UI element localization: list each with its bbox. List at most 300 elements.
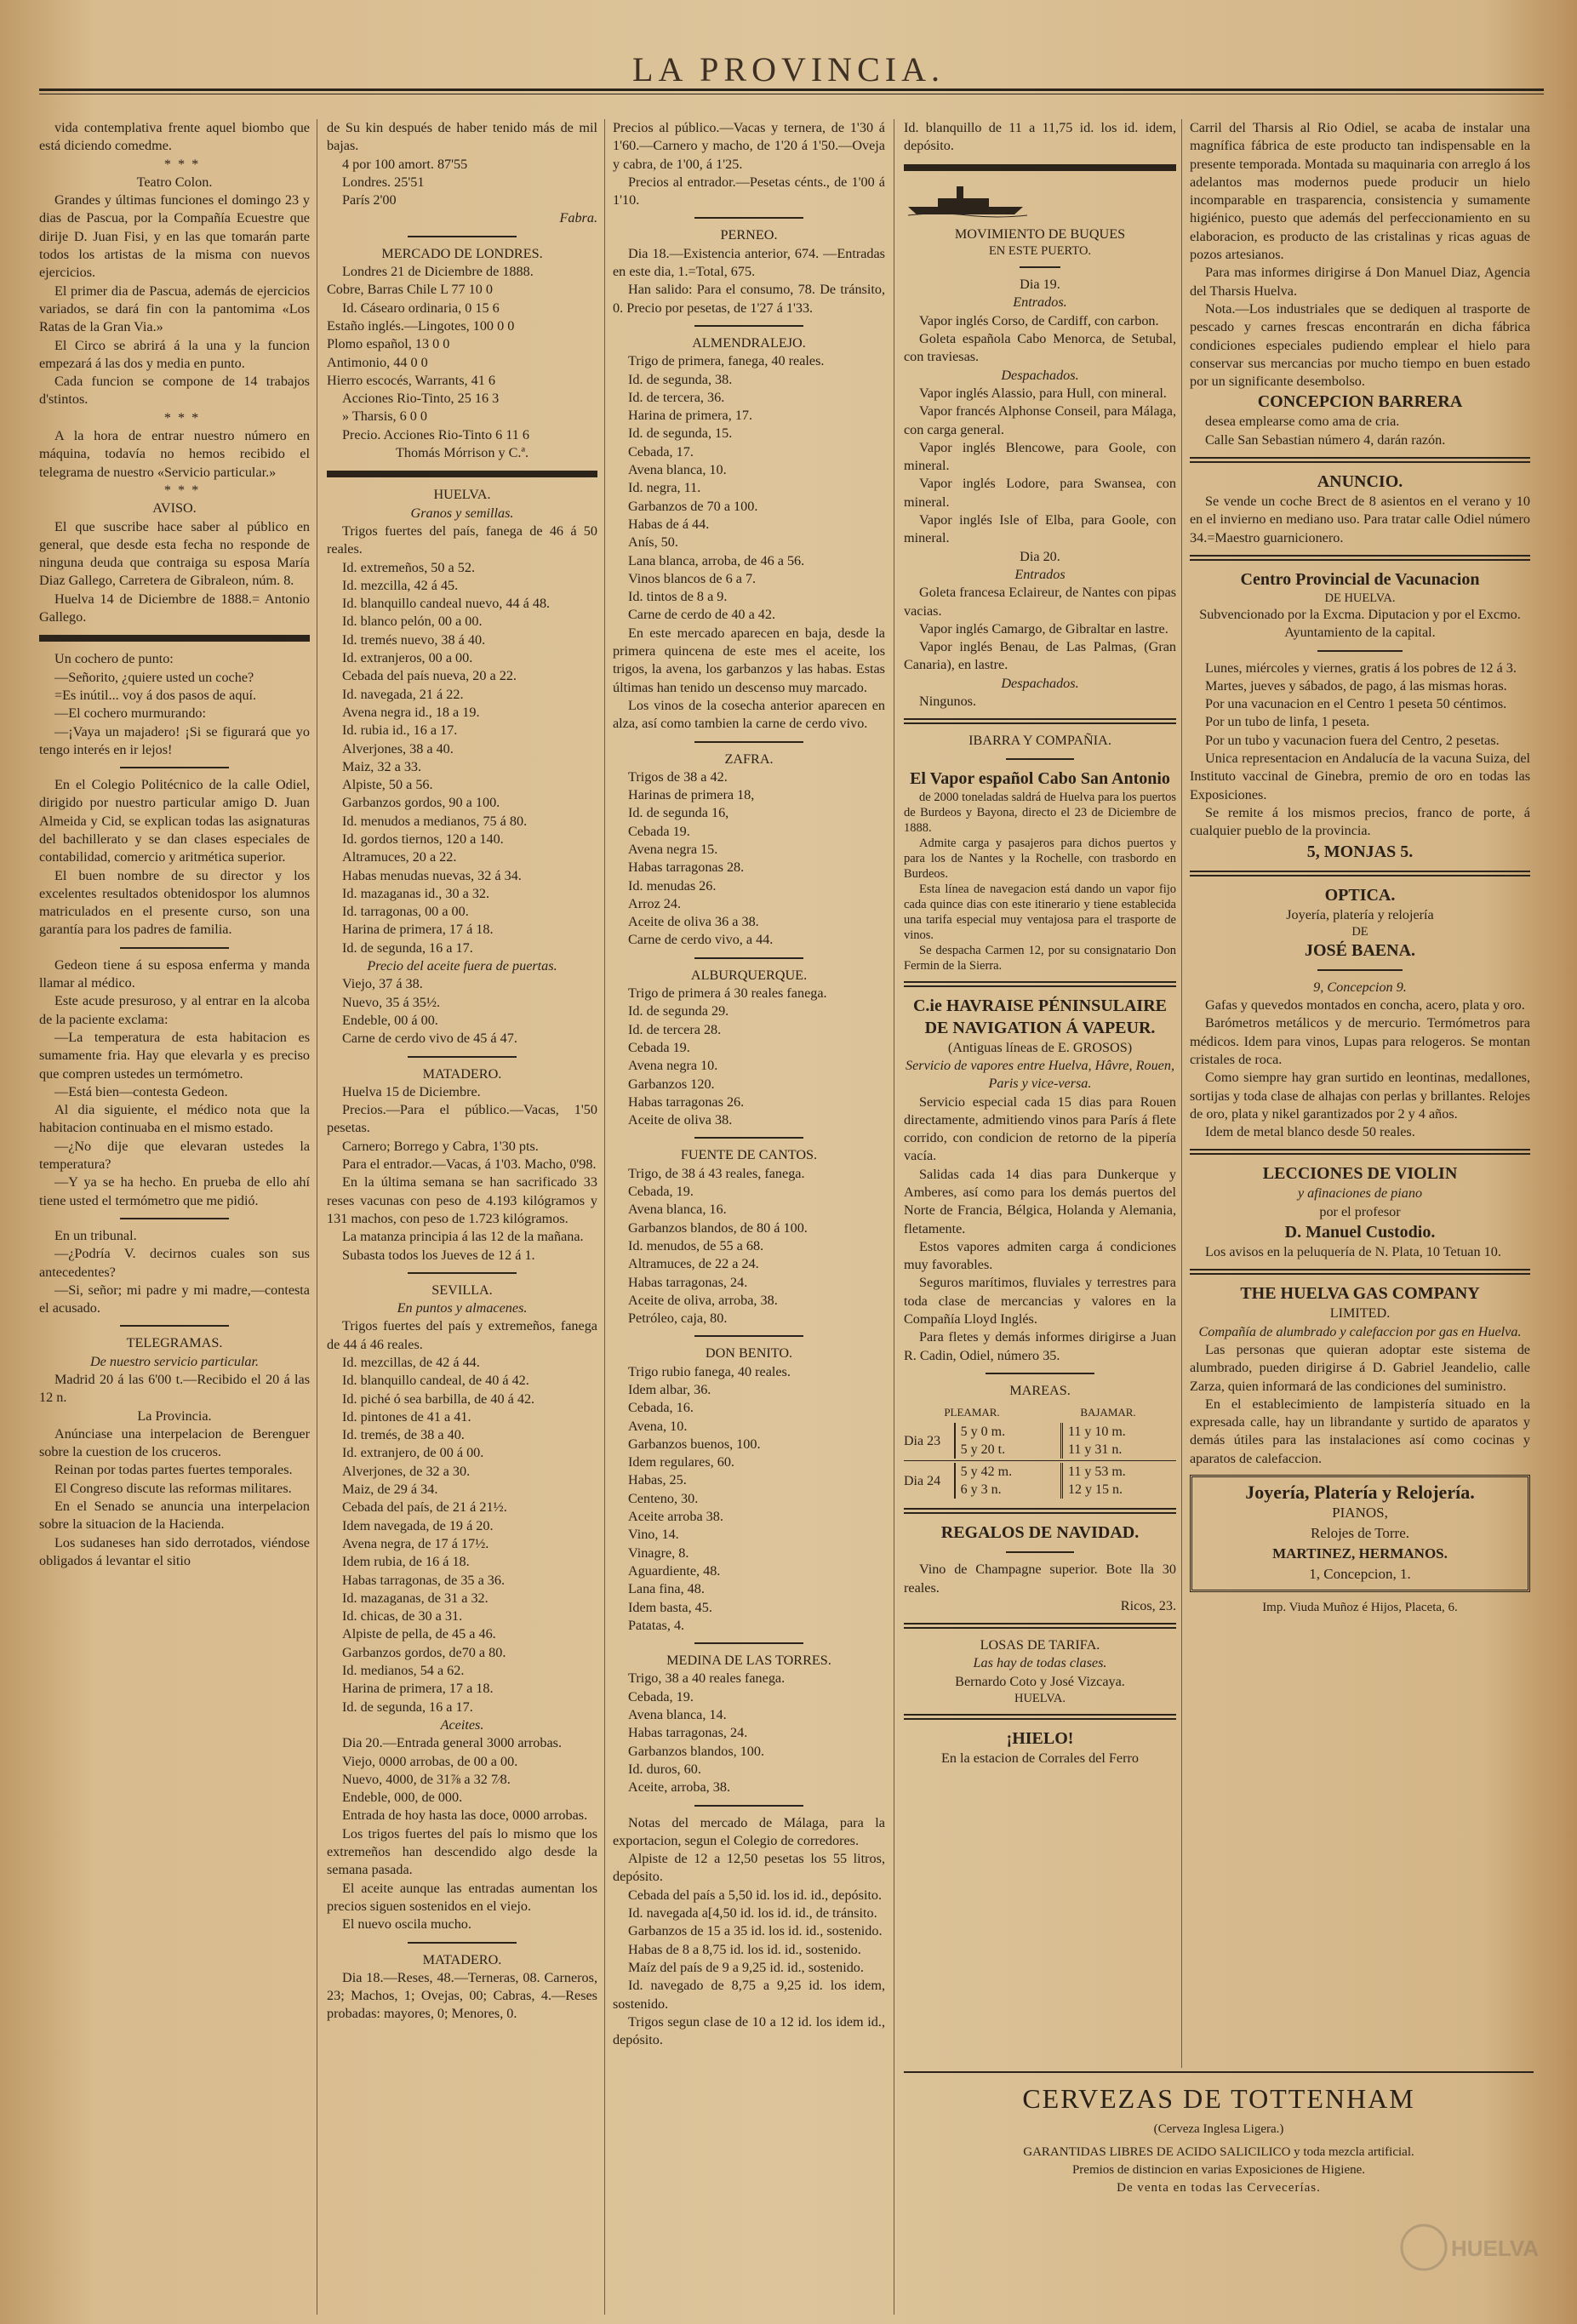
text-paragraph: Alpiste, 50 a 56. (342, 777, 433, 793)
text-paragraph: Cebada 19. (628, 823, 690, 839)
text-paragraph: Habas de 8 a 8,75 id. los id. id., sostenido. (628, 1941, 861, 1957)
text-paragraph: MATADERO. (422, 1951, 502, 1967)
text-paragraph: Cebada, 17. (628, 443, 694, 460)
text-paragraph: Precio del aceite fuera de puertas. (367, 958, 557, 974)
text-paragraph: Cebada 19. (628, 1039, 690, 1055)
tide-value: 11 y 10 m. (1067, 1425, 1126, 1440)
text-paragraph: Carnero; Borrego y Cabra, 1'30 pts. (342, 1138, 539, 1154)
text-paragraph: MAREAS. (1009, 1382, 1071, 1398)
tide-day-24: Dia 24 (904, 1473, 941, 1488)
text-paragraph: D. Manuel Custodio. (1284, 1223, 1436, 1242)
text-paragraph: Joyería, platería y relojería (1286, 906, 1434, 922)
text-paragraph: Precios.—Para el público.—Vacas, 1'50 pesetas. (327, 1102, 597, 1136)
text-paragraph: Garbanzos gordos, 90 a 100. (342, 795, 500, 811)
text-paragraph: Servicio de vapores entre Huelva, Hâvre, Rouen, Paris y vice-versa. (906, 1057, 1174, 1092)
text-paragraph: Avena negra 15. (628, 841, 718, 857)
text-paragraph: Al dia siguiente, el médico nota que la habitacion continuaba en el mismo estado. (39, 1102, 310, 1136)
text-paragraph: Dia 18.—Reses, 48.—Terneras, 08. Carneros, 23; Machos, 1; Ovejas, 00; Cabras, 4.—Reses probadas: mayores, 0; Menores, 0. (327, 1969, 597, 2022)
text-paragraph: Id. tremés nuevo, 38 á 40. (342, 631, 486, 648)
text-paragraph: Trigos fuertes del país, fanega de 46 á 50 reales. (327, 522, 597, 557)
text-paragraph: Vapor inglés Blencowe, para Goole, con mineral. (904, 439, 1176, 474)
separator-rule (1317, 969, 1403, 971)
text-paragraph: Por un tubo de linfa, 1 peseta. (1205, 714, 1370, 730)
text-paragraph: Id. de tercera 28. (628, 1021, 722, 1037)
text-paragraph: Goleta española Cabo Menorca, de Setubal, con traviesas. (904, 331, 1176, 365)
archive-seal-icon (1398, 2205, 1540, 2290)
text-paragraph: LOSAS DE TARIFA. (980, 1637, 1100, 1653)
text-paragraph: Admite carga y pasajeros para dichos puertos y para los de Nantes y la Rochelle, con trasbordo en Burdeos. (904, 836, 1176, 881)
separator-rule (408, 236, 516, 237)
text-paragraph: Cobre, Barras Chile L 77 10 0 (327, 282, 493, 298)
text-paragraph: Salidas cada 14 dias para Dunkerque y Amberes, así como para los demás puertos del Norte de Francia, Bélgica, Holanda y Alemania, fletamente. (904, 1166, 1176, 1236)
text-paragraph: Gafas y quevedos montados en concha, acero, plata y oro. (1205, 997, 1525, 1014)
text-paragraph: y afinaciones de piano (1297, 1185, 1423, 1202)
column-2 (327, 119, 597, 2323)
text-paragraph: —Está bien—contesta Gedeon. (54, 1083, 228, 1099)
text-paragraph: Bernardo Coto y José Vizcaya. (955, 1673, 1125, 1689)
text-paragraph: Garbanzos de 70 a 100. (628, 498, 758, 514)
text-paragraph: por el profesor (1319, 1203, 1401, 1219)
text-paragraph: Id. de tercera, 36. (628, 389, 725, 405)
separator-rule (120, 1218, 228, 1219)
text-paragraph: Thomás Mórrison y C.ª. (396, 445, 529, 461)
text-paragraph: Lana fina, 48. (628, 1581, 705, 1597)
separator-rule (694, 1335, 803, 1337)
text-paragraph: Londres 21 de Diciembre de 1888. (342, 264, 534, 280)
jewel-ad-line: Joyería, Platería y Relojería. (1245, 1482, 1475, 1504)
text-paragraph: Cebada del país a 5,50 id. los id. id., depósito. (628, 1887, 883, 1903)
text-paragraph: Lunes, miércoles y viernes, gratis á los pobres de 12 á 3. (1205, 660, 1517, 676)
separator-rule (694, 1805, 803, 1807)
asterism: * * * (163, 409, 201, 425)
text-paragraph: Petróleo, caja, 80. (628, 1310, 728, 1327)
double-rule (904, 1714, 1176, 1720)
text-paragraph: Id. Cásearo ordinaria, 0 15 6 (342, 300, 500, 316)
text-paragraph: Teatro Colon. (136, 174, 213, 190)
text-paragraph: Vapor inglés Corso, de Cardiff, con carbon. (919, 312, 1159, 328)
separator-rule (1317, 650, 1403, 652)
text-paragraph: Avena blanca, 16. (628, 1202, 727, 1218)
text-paragraph: IBARRA Y COMPAÑIA. (968, 733, 1111, 749)
column-3 (613, 119, 885, 2323)
text-paragraph: Un cochero de punto: (54, 651, 174, 667)
text-paragraph: Unica representacion en Andalucía de la vacuna Suiza, del Instituto vaccinal de Ginebra, premio de oro en todas las Exposiciones. (1190, 751, 1530, 802)
text-paragraph: (Antiguas líneas de E. GROSOS) (947, 1039, 1133, 1055)
text-paragraph: Vino, 14. (628, 1527, 679, 1543)
text-paragraph: Id. mazaganas id., 30 a 32. (342, 885, 490, 901)
text-paragraph: Alpiste de 12 a 12,50 pesetas los 55 litros, depósito. (613, 1851, 885, 1885)
text-paragraph: Cebada, 16. (628, 1400, 694, 1416)
text-paragraph: Huelva 15 de Diciembre. (342, 1083, 481, 1099)
text-paragraph: Martes, jueves y sábados, de pago, á las mismas horas. (1205, 677, 1507, 694)
text-paragraph: Precio. Acciones Rio-Tinto 6 11 6 (342, 426, 530, 443)
text-paragraph: Precios al entrador.—Pesetas cénts., de 1'00 á 1'10. (613, 174, 885, 208)
tide-value: 5 y 42 m. (960, 1465, 1013, 1480)
text-paragraph: Harina de primera, 17 a 18. (342, 1681, 494, 1697)
jewel-ad-line: 1, Concepcion, 1. (1309, 1566, 1411, 1583)
text-paragraph: Fabra. (559, 210, 597, 226)
text-paragraph: —La temperatura de esta habitacion es sumamente fria. Hay que elevarla y es preciso que compren ustedes un termómetro. (39, 1029, 310, 1082)
text-paragraph: FUENTE DE CANTOS. (680, 1147, 818, 1163)
text-paragraph: » Tharsis, 6 0 0 (342, 408, 427, 425)
text-paragraph: Centeno, 30. (628, 1490, 699, 1506)
text-paragraph: Estos vapores admiten carga á condiciones muy favorables. (904, 1238, 1176, 1273)
text-paragraph: El Circo se abrirá á la una y la funcion empezará á las dos y media en punto. (39, 337, 310, 371)
text-paragraph: El Vapor español Cabo San Antonio (910, 768, 1170, 788)
text-paragraph: Habas, 25. (628, 1472, 687, 1488)
text-paragraph: Alverjones, de 32 a 30. (342, 1463, 471, 1479)
text-paragraph: Vapor inglés Isle of Elba, para Goole, con mineral. (904, 512, 1176, 546)
text-paragraph: Para fletes y demás informes dirigirse a Juan R. Cadin, Odiel, número 35. (904, 1329, 1176, 1363)
text-paragraph: Carne de cerdo de 40 a 42. (628, 607, 776, 623)
text-paragraph: Viejo, 37 á 38. (342, 976, 423, 992)
text-paragraph: Avena blanca, 10. (628, 462, 727, 478)
jewel-ad-line: MARTINEZ, HERMANOS. (1272, 1545, 1448, 1562)
text-paragraph: El nuevo oscila mucho. (342, 1916, 471, 1933)
text-paragraph: EN ESTE PUERTO. (988, 244, 1092, 259)
tide-day-23: Dia 23 (904, 1433, 941, 1448)
text-paragraph: Despachados. (1001, 367, 1079, 383)
tide-value: 6 y 3 n. (960, 1482, 1002, 1498)
text-paragraph: Londres. 25'51 (342, 174, 425, 190)
text-paragraph: Harinas de primera 18, (628, 787, 755, 803)
text-paragraph: Habas tarragonas 28. (628, 859, 745, 876)
text-paragraph: Idem navegada, de 19 á 20. (342, 1517, 494, 1533)
text-paragraph: Carne de cerdo vivo de 45 á 47. (342, 1031, 517, 1047)
text-paragraph: Maiz, 32 a 33. (342, 758, 422, 774)
separator-rule (694, 1642, 803, 1644)
text-paragraph: Aceite de oliva, arroba, 38. (628, 1292, 778, 1308)
text-paragraph: —¿No dije que elevaran ustedes la temperatura? (39, 1138, 310, 1173)
text-paragraph: Id. blanco pelón, 00 a 00. (342, 614, 483, 630)
double-rule (904, 981, 1176, 987)
text-paragraph: La Provincia. (137, 1408, 212, 1424)
cervezas-line: GARANTIDAS LIBRES DE ACIDO SALICILICO y toda mezcla artificial. (1023, 2145, 1414, 2159)
text-paragraph: SEVILLA. (431, 1282, 493, 1298)
text-paragraph: Lana blanca, arroba, de 46 a 56. (628, 552, 805, 568)
text-paragraph: Alpiste de pella, de 45 a 46. (342, 1626, 496, 1642)
text-paragraph: Carne de cerdo vivo, a 44. (628, 932, 774, 948)
text-paragraph: Viejo, 0000 arrobas, de 00 a 00. (342, 1753, 518, 1769)
text-paragraph: Entrados. (1013, 294, 1067, 311)
text-paragraph: Anís, 50. (628, 534, 678, 551)
text-paragraph: Por un tubo y vacunacion fuera del Centro, 2 pesetas. (1205, 732, 1500, 748)
text-paragraph: ALBURQUERQUE. (690, 967, 808, 983)
text-paragraph: —¡Vaya un majadero! ¡Si se figurará que yo tengo interés en ir lejos! (39, 723, 310, 757)
double-rule (904, 718, 1176, 724)
text-paragraph: Entrada de hoy hasta las doce, 0000 arrobas. (342, 1807, 588, 1824)
text-paragraph: Trigo de primera, fanega, 40 reales. (628, 353, 825, 369)
text-paragraph: Los trigos fuertes del país lo mismo que los extremeños han descendido algo desde la semana pasada. (327, 1825, 597, 1878)
text-paragraph: El buen nombre de su director y los excelentes resultados obtenidospor los alumnos matriculados en el presente curso, son una garantía para los padres de familia. (39, 867, 310, 938)
text-paragraph: Los vinos de la cosecha anterior aparecen en alza, así como tambien la carne de cerdo vivo. (613, 697, 885, 732)
tides-head-bajamar: BAJAMAR. (1080, 1406, 1136, 1419)
text-paragraph: Endeble, 000, de 000. (342, 1790, 463, 1806)
text-paragraph: Id. navegada, 21 á 22. (342, 686, 464, 702)
tide-value: 5 y 20 t. (960, 1442, 1006, 1458)
text-paragraph: Avena blanca, 14. (628, 1707, 727, 1723)
cervezas-ad (904, 2081, 1534, 2197)
bottom-ad-rule (904, 2071, 1534, 2073)
text-paragraph: Han salido: Para el consumo, 78. De tránsito, 0. Precio por pesetas, de 1'27 á 1'33. (613, 282, 885, 316)
text-paragraph: Trigos de 38 a 42. (628, 768, 728, 785)
seal-text: HUELVA (1451, 2235, 1540, 2261)
text-paragraph: Reinan por todas partes fuertes temporales. (54, 1462, 293, 1478)
text-paragraph: Id. de segunda 29. (628, 1003, 729, 1019)
text-paragraph: desea emplearse como ama de cria. (1205, 414, 1400, 430)
text-paragraph: Idem de metal blanco desde 50 reales. (1205, 1124, 1415, 1140)
text-paragraph: Se remite á los mismos precios, franco de porte, á cualquier pueblo de la provincia. (1190, 804, 1530, 839)
separator-rule (694, 741, 803, 743)
text-paragraph: DE NAVIGATION Á VAPEUR. (924, 1018, 1156, 1037)
text-paragraph: Id. piché ó sea barbilla, de 40 á 42. (342, 1390, 535, 1407)
tides-head-pleamar: PLEAMAR. (944, 1406, 1000, 1419)
text-paragraph: Hierro escocés, Warrants, 41 6 (327, 372, 495, 388)
text-paragraph: Los avisos en la peluquería de N. Plata, 10 Tetuan 10. (1205, 1244, 1501, 1260)
cervezas-title: CERVEZAS DE TOTTENHAM (1022, 2083, 1415, 2114)
text-paragraph: Cebada del país nueva, 20 a 22. (342, 668, 517, 684)
text-paragraph: DON BENITO. (705, 1345, 793, 1362)
text-paragraph: Id. navegada a[4,50 id. los id. id., de tránsito. (628, 1905, 877, 1921)
separator-rule (1006, 758, 1074, 760)
text-paragraph: Cada funcion se compone de 14 trabajos d'stintos. (39, 374, 310, 408)
column-rule (1181, 119, 1182, 2068)
text-paragraph: Habas tarragonas, de 35 a 36. (342, 1572, 506, 1588)
double-rule (1190, 1149, 1530, 1155)
text-paragraph: —Si, señor; mi padre y mi madre,—contesta el acusado. (39, 1282, 310, 1316)
text-paragraph: Garbanzos de 15 a 35 id. los id. id., sostenido. (628, 1923, 883, 1939)
double-rule (904, 1623, 1176, 1629)
separator-rule (1020, 266, 1060, 268)
text-paragraph: Cebada, 19. (628, 1184, 694, 1200)
text-paragraph: 9, Concepcion 9. (1313, 979, 1407, 995)
text-paragraph: Subasta todos los Jueves de 12 á 1. (342, 1247, 535, 1263)
text-paragraph: DE (1351, 924, 1368, 939)
text-paragraph: JOSÉ BAENA. (1304, 940, 1416, 960)
text-paragraph: Dia 19. (1020, 277, 1060, 293)
text-paragraph: OPTICA. (1324, 885, 1396, 905)
text-paragraph: De nuestro servicio particular. (89, 1353, 260, 1369)
text-paragraph: A la hora de entrar nuestro número en máquina, todavía no hemos recibido el telegrama de nuestro «Servicio particular.» (39, 428, 310, 480)
steamship-icon (904, 183, 1031, 217)
text-paragraph: =Es inútil... voy á dos pasos de aquí. (54, 687, 257, 703)
text-paragraph: Id. de segunda, 38. (628, 371, 733, 387)
text-paragraph: Precios al público.—Vacas y ternera, de 1'30 á 1'60.—Carnero y macho, de 1'20 á 1'50.—Oveja y cabra, de 1'00, á 1'25. (613, 120, 885, 172)
text-paragraph: Goleta francesa Eclaireur, de Nantes con pipas vacias. (904, 585, 1176, 619)
text-paragraph: Garbanzos blandos, de 80 á 100. (628, 1219, 808, 1236)
text-paragraph: Harina de primera, 17 á 18. (342, 922, 494, 938)
text-paragraph: Las hay de todas clases. (973, 1655, 1107, 1671)
cervezas-line: Premios de distincion en varias Exposiciones de Higiene. (1071, 2163, 1366, 2177)
text-paragraph: Alverjones, 38 a 40. (342, 740, 454, 757)
text-paragraph: Vapor inglés Benau, de Las Palmas, (Gran Canaria), en lastre. (904, 639, 1176, 673)
text-paragraph: Nota.—Los industriales que se dediquen al trasporte de pescado y carnes frescas encontrarán en dicha fábrica condiciones especiales pudiendo emplear el hielo para conservar sus mercancias por mucho tiempo en buen estado por un significante desembolso. (1190, 300, 1530, 390)
cervezas-line: De venta en todas las Cervecerías. (1117, 2181, 1321, 2195)
text-paragraph: Las personas que quieran adoptar este sistema de alumbrado, pueden dirigirse á D. Gabriel Jeandelio, calle Zarza, quien informará de las condiciones del suministro. (1190, 1341, 1530, 1394)
separator-rule (694, 217, 803, 219)
text-paragraph: Id. chicas, de 30 a 31. (342, 1608, 463, 1625)
text-paragraph: En puntos y almacenes. (397, 1300, 528, 1316)
double-rule (904, 1508, 1176, 1514)
text-paragraph: Garbanzos buenos, 100. (628, 1436, 761, 1452)
text-paragraph: La matanza principia á las 12 de la mañana. (342, 1229, 584, 1245)
separator-rule (120, 947, 228, 949)
text-paragraph: Id. extranjero, de 00 á 00. (342, 1445, 484, 1461)
text-paragraph: Idem albar, 36. (628, 1382, 711, 1397)
text-paragraph: REGALOS DE NAVIDAD. (940, 1523, 1140, 1543)
text-paragraph: vida contemplativa frente aquel biombo que está diciendo comedme. (39, 120, 310, 154)
text-paragraph: Id. tremés, de 38 a 40. (342, 1427, 465, 1443)
text-paragraph: En el establecimiento de lampistería situado en la expresada calle, hay un librandante y surtido de aparatos y demás útiles para las instalaciones así como cocinas y aparatos de calefaccion. (1190, 1396, 1530, 1466)
text-paragraph: Trigo, de 38 á 43 reales, fanega. (628, 1165, 805, 1181)
text-paragraph: TELEGRAMAS. (126, 1335, 223, 1351)
imprenta-line: Imp. Viuda Muñoz é Hijos, Placeta, 6. (1262, 1601, 1458, 1615)
text-paragraph: Dia 18.—Existencia anterior, 674. —Entradas en este dia, 1.=Total, 675. (613, 245, 885, 280)
text-paragraph: HUELVA. (1014, 1692, 1066, 1706)
text-paragraph: Antimonio, 44 0 0 (327, 354, 428, 370)
text-paragraph: 5, MONJAS 5. (1306, 842, 1414, 861)
text-paragraph: Ningunos. (919, 694, 977, 710)
text-paragraph: ALMENDRALEJO. (692, 334, 806, 351)
text-paragraph: Aceite de oliva 38. (628, 1112, 733, 1128)
text-paragraph: Altramuces, de 22 a 24. (628, 1256, 759, 1272)
text-paragraph: MERCADO DE LONDRES. (381, 245, 543, 261)
separator-rule (1006, 1551, 1074, 1553)
text-paragraph: Id. mazaganas, de 31 a 32. (342, 1590, 489, 1606)
double-rule (1190, 457, 1530, 463)
text-paragraph: Habas menudas nuevas, 32 á 34. (342, 867, 522, 883)
text-paragraph: ZAFRA. (724, 751, 774, 767)
text-paragraph: El que suscribe hace saber al público en general, que desde esta fecha no responde de ninguna deuda que contraiga su esposa María Diaz Gallego, Carretera de Gibraleon, núm. 8. (39, 518, 310, 589)
tide-value: 11 y 31 n. (1067, 1442, 1123, 1458)
text-paragraph: Vapor inglés Lodore, para Swansea, con mineral. (904, 476, 1176, 510)
text-paragraph: Se vende un coche Brect de 8 asientos en el verano y 10 en el invierno en mediano uso. Para tratar calle Odiel número 34.=Maestro guarnicionero. (1190, 494, 1530, 545)
text-paragraph: Calle San Sebastian número 4, darán razón. (1205, 431, 1446, 448)
text-paragraph: En la estacion de Corrales del Ferro (941, 1750, 1139, 1767)
text-paragraph: Habas tarragonas, 24. (628, 1274, 748, 1290)
text-paragraph: LECCIONES DE VIOLIN (1262, 1164, 1458, 1184)
text-paragraph: Id. rubia id., 16 a 17. (342, 722, 458, 739)
text-paragraph: Gedeon tiene á su esposa enferma y manda llamar al médico. (39, 956, 310, 991)
text-paragraph: Id. extranjeros, 00 a 00. (342, 650, 473, 666)
text-paragraph: Idem regulares, 60. (628, 1454, 734, 1470)
text-paragraph: Arroz 24. (628, 895, 682, 911)
text-paragraph: Cebada del país, de 21 á 21½. (342, 1499, 507, 1516)
text-paragraph: DE HUELVA. (1324, 591, 1396, 605)
separator-rule (120, 1325, 228, 1327)
text-paragraph: Maiz, de 29 á 34. (342, 1482, 438, 1498)
text-paragraph: AVISO. (152, 500, 197, 517)
text-paragraph: Entrados (1014, 566, 1066, 582)
text-paragraph: Avena, 10. (628, 1418, 688, 1434)
text-paragraph: El aceite aunque las entradas aumentan los precios siguen sostenidos en el viejo. (327, 1880, 597, 1914)
text-paragraph: Se despacha Carmen 12, por su consignatario Don Fermin de la Sierra. (904, 943, 1176, 973)
text-paragraph: Grandes y últimas funciones el domingo 23 y dias de Pascua, por la Compañía Ecuestre que dirije D. Juan Fisi, y en las que tomarán parte todos los artistas de la misma con nuevos ejercicios. (39, 192, 310, 281)
text-paragraph: Habas tarragonas, 24. (628, 1725, 748, 1741)
double-rule (1190, 871, 1530, 876)
text-paragraph: Id. de segunda, 16 a 17. (342, 1699, 473, 1715)
tide-value: 11 y 53 m. (1067, 1465, 1126, 1480)
text-paragraph: Nuevo, 35 á 35½. (342, 994, 441, 1010)
text-paragraph: París 2'00 (342, 192, 397, 208)
text-paragraph: Notas del mercado de Málaga, para la exportacion, segun el Colegio de corredores. (613, 1814, 885, 1848)
text-paragraph: Dia 20.—Entrada general 3000 arrobas. (342, 1735, 563, 1751)
text-paragraph: Trigo de primera á 30 reales fanega. (628, 985, 827, 1002)
tides-table (904, 1403, 1176, 1500)
text-paragraph: Id. pintones de 41 a 41. (342, 1408, 471, 1425)
text-paragraph: Habas de á 44. (628, 516, 710, 532)
text-paragraph: Huelva 14 de Diciembre de 1888.= Antonio Gallego. (39, 591, 310, 625)
text-paragraph: Aceite, arroba, 38. (628, 1779, 730, 1796)
text-paragraph: Altramuces, 20 a 22. (342, 849, 457, 865)
masthead: LA PROVINCIA. (632, 50, 945, 89)
masthead-rule (39, 89, 1544, 91)
text-paragraph: Por una vacunacion en el Centro 1 peseta 50 céntimos. (1205, 696, 1507, 712)
text-paragraph: Patatas, 4. (628, 1617, 685, 1633)
column-rule (604, 119, 605, 2315)
text-paragraph: Id. blanquillo candeal, de 40 á 42. (342, 1373, 529, 1389)
text-paragraph: Aceites. (440, 1716, 484, 1733)
cervezas-sub: (Cerveza Inglesa Ligera.) (1153, 2122, 1284, 2136)
text-paragraph: ANUNCIO. (1317, 472, 1403, 492)
tide-value: 12 y 15 n. (1067, 1482, 1123, 1498)
section-heading (39, 635, 310, 642)
text-paragraph: Maíz del país de 9 a 9,25 id. id., sostenido. (628, 1959, 864, 1975)
text-paragraph: Id. blanquillo candeal nuevo, 44 á 48. (342, 596, 551, 612)
double-rule (1190, 1269, 1530, 1275)
text-paragraph: Centro Provincial de Vacunacion (1240, 569, 1480, 589)
text-paragraph: Barómetros metálicos y de mercurio. Termómetros para médicos. Idem para vinos, Lupas para relogeros. Se montan cristales de roca. (1190, 1015, 1530, 1067)
text-paragraph: Cebada, 19. (628, 1688, 694, 1704)
text-paragraph: En el Colegio Politécnico de la calle Odiel, dirigido por nuestro particular amigo D. Juan Almeida y Cid, se explican todas las asignaturas del bachillerato y se dan clases especiales de contabilidad, comercio y aritmética superior. (39, 777, 310, 865)
text-paragraph: Vino de Champagne superior. Bote lla 30 reales. (904, 1562, 1176, 1596)
text-paragraph: Para el entrador.—Vacas, á 1'03. Macho, 0'98. (342, 1156, 597, 1173)
separator-rule (408, 1942, 516, 1944)
text-paragraph: Id. de segunda, 15. (628, 425, 733, 442)
text-paragraph: ¡HIELO! (1006, 1729, 1074, 1749)
text-paragraph: Ricos, 23. (1120, 1597, 1176, 1613)
jewel-ad-line: Relojes de Torre. (1310, 1525, 1410, 1542)
text-paragraph: de Su kin después de haber tenido más de mil bajas. (327, 120, 597, 154)
text-paragraph: Id. navegado de 8,75 a 9,25 id. los idem, sostenido. (613, 1978, 885, 2012)
text-paragraph: Aceite arroba 38. (628, 1509, 723, 1525)
text-paragraph: Esta línea de navegacion está dando un vapor fijo cada quince dias con este itinerario y tiene establecida una tarifa especial muy ventajosa para el trasporte de vinos. (904, 882, 1176, 942)
separator-rule (120, 767, 228, 768)
separator-rule (694, 957, 803, 959)
text-paragraph: Id. menudas 26. (628, 877, 717, 894)
text-paragraph: Id. negra, 11. (628, 480, 701, 496)
text-paragraph: El Congreso discute las reformas militares. (54, 1480, 292, 1496)
text-paragraph: Id. medianos, 54 a 62. (342, 1663, 465, 1679)
separator-rule (408, 1272, 516, 1274)
text-paragraph: 4 por 100 amort. 87'55 (342, 156, 468, 172)
section-heading (327, 471, 597, 477)
text-paragraph: THE HUELVA GAS COMPANY (1240, 1284, 1480, 1304)
text-paragraph: Carril del Tharsis al Rio Odiel, se acaba de instalar una magnífica fábrica de este producto tan indispensable en la presente temporada. Montada su maquinaria con arreglo á los adelantos mas modernos puede producir un hielo incomparable en trasparencia, consistencia y sumamente higiénico, puesto que además del perfeccionamiento en su elaboracion, es producto de las cristalinas y ricas aguas de pozos artesianos. (1190, 120, 1530, 263)
text-paragraph: Acciones Rio-Tinto, 25 16 3 (342, 391, 500, 407)
text-paragraph: Vapor inglés Alassio, para Hull, con mineral. (919, 385, 1167, 401)
text-paragraph: Vapor francés Alphonse Conseil, para Málaga, con carga general. (904, 403, 1176, 437)
text-paragraph: Trigos fuertes del país y extremeños, fanega de 44 á 46 reales. (327, 1318, 597, 1352)
asterism: * * * (163, 482, 201, 498)
text-paragraph: Nuevo, 4000, de 31⅞ a 32 7⁄8. (342, 1771, 511, 1787)
text-paragraph: Id. mezcilla, 42 á 45. (342, 577, 459, 593)
text-paragraph: Idem basta, 45. (628, 1599, 712, 1615)
text-paragraph: —¿Podría V. decirnos cuales son sus antecedentes? (39, 1246, 310, 1280)
text-paragraph: Vinos blancos de 6 a 7. (628, 570, 757, 586)
text-paragraph: Granos y semillas. (410, 505, 514, 521)
text-paragraph: —Señorito, ¿quiere usted un coche? (54, 669, 254, 685)
